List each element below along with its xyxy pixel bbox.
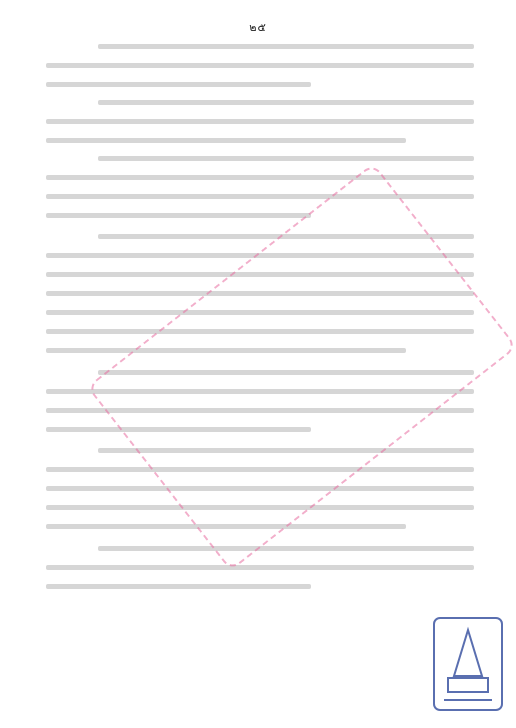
seal-image: [432, 616, 504, 712]
paragraph-2: [46, 100, 474, 157]
paragraph-7: [46, 546, 474, 603]
paragraph-1: [46, 44, 474, 101]
page-number: ๒๕: [249, 21, 267, 34]
